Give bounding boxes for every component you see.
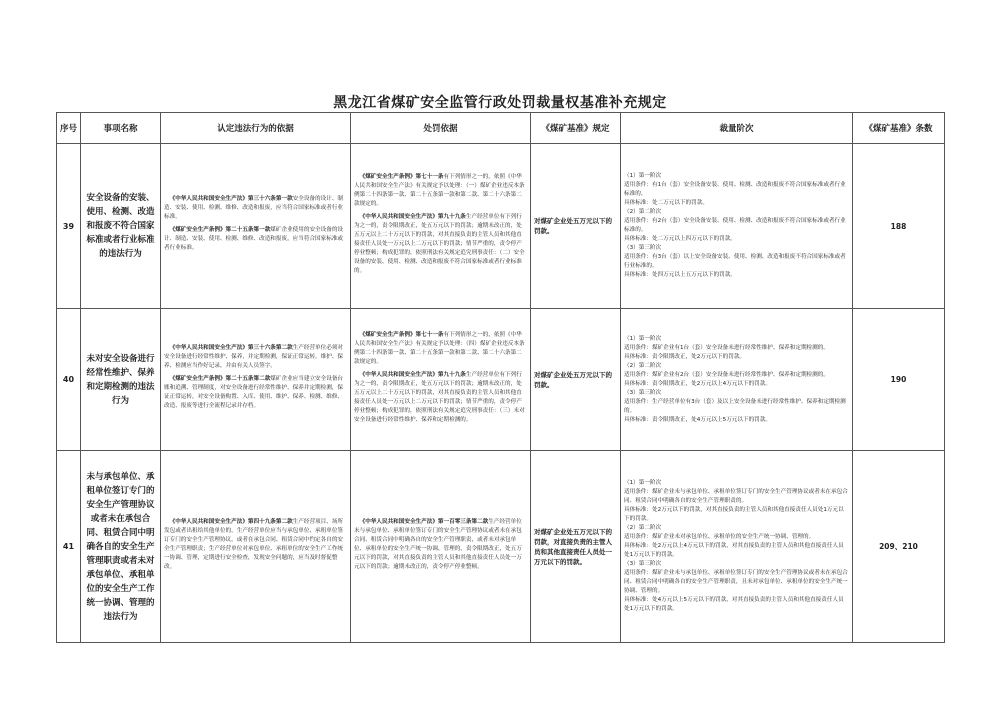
header-cell: 序号 xyxy=(57,113,81,144)
item-name: 未对安全设备进行经常性维护、保养和定期检测的违法行为 xyxy=(81,309,161,451)
level-line: 具体标准：处二万元以上四万元以下的罚款。 xyxy=(624,236,736,242)
law-citation: 《煤矿安全生产条例》第二十五条第二款 xyxy=(169,376,271,382)
discretion-levels xyxy=(621,144,853,309)
law-text: 生产经营项目、场所发包或者出租给其他单位的，生产经营单位应当与承包单位、承租单位签订专门的安全生产管理协议，或者在承包合同、租赁合同中约定各自的安全生产管理职责；生产经营单位对承包单位、承租单位的安全生产工作统一协调、管理，定期进行安全检查，发现安全问题的，应当及时督促整改。 xyxy=(164,518,344,570)
level-line: （1）第一阶次 xyxy=(624,335,662,342)
violation-basis xyxy=(161,144,351,309)
law-citation: 《中华人民共和国安全生产法》第一百零三条第二款 xyxy=(359,518,489,525)
level-line: 具体标准：处2万元以上4万元以下的罚款，对其直接负责的主管人员和其他直接责任人员处1万元以下的罚款。 xyxy=(624,543,844,558)
discretion-levels xyxy=(621,451,853,643)
row-number: 41 xyxy=(57,451,81,643)
level-line: 具体标准：责令限期改正，处2万元以下的罚款。 xyxy=(624,353,746,360)
standard-rule: 对煤矿企业处五万元以下的罚款，对直接负责的主管人员和其他直接责任人员处一万元以下的罚款。 xyxy=(531,451,621,643)
level-line: 具体标准：处4万元以上5万元以下的罚款，对其直接负责的主管人员和其他直接责任人员处1万元以下的罚款。 xyxy=(624,597,844,612)
header-cell: 事项名称 xyxy=(81,113,161,144)
article-count: 209、210 xyxy=(853,451,945,643)
law-citation: 《中华人民共和国安全生产法》第三十六条第二款 xyxy=(169,345,293,351)
law-citation: 《中华人民共和国安全生产法》第九十九条 xyxy=(359,213,466,220)
level-line: 适用条件：煤矿企业未对承包单位、承租单位的安全生产统一协调、管理的。 xyxy=(624,534,815,540)
level-line: 具体标准：处二万元以下的罚款。 xyxy=(624,200,708,206)
level-line: （1）第一阶次 xyxy=(624,173,662,179)
level-line: 适用条件：煤矿企业有2台（套）安全设备未进行经常性维护、保养和定期检测的。 xyxy=(624,371,829,378)
level-line: （2）第二阶次 xyxy=(624,362,662,369)
article-count: 188 xyxy=(853,144,945,309)
law-text: 生产经营单位未与承包单位、承租单位签订专门的安全生产管理协议或者未在承包合同、租赁合同中明确各自的安全生产管理职责，或者未对承包单位、承租单位的安全生产统一协调、管理的，责令限期改正，处五万元以下的罚款，对其直接负责的主管人员和其他直接责任人员处一万元以下的罚款；逾期未改正的，责令停产停业整顿。 xyxy=(354,518,522,570)
article-count: 190 xyxy=(853,309,945,451)
law-text: 有下列情形之一的，依照《中华人民共和国安全生产法》有关规定予以处理：（一）煤矿企业违反本条例第二十四条第一款、第二十五条第一款和第二款、第二十六条第二款规定的。 xyxy=(354,173,525,207)
level-line: 适用条件：生产经营单位有3台（套）及以上安全设备未进行经常性维护、保养和定期检测的。 xyxy=(624,398,846,414)
level-line: （2）第二阶次 xyxy=(624,209,662,215)
row-number: 39 xyxy=(57,144,81,309)
level-line: 具体标准：责令限期改正，处4万元以上5万元以下的罚款。 xyxy=(624,416,771,423)
header-cell: 认定违法行为的依据 xyxy=(161,113,351,144)
page-title: 黑龙江省煤矿安全监管行政处罚裁量权基准补充规定 xyxy=(333,95,667,111)
law-citation: 《煤矿安全生产条例》第二十五条第一款 xyxy=(169,227,271,233)
law-text: 安全设备的设计、制造、安装、使用、检测、维修、改造和报废，应当符合国家标准或者行业标准。 xyxy=(164,196,344,220)
level-line: 适用条件：煤矿企业未与承包单位、承租单位签订专门的安全生产管理协议或者未在承包合同、租赁合同中明确各自的安全生产管理职责，且未对承包单位、承租单位的安全生产统一协调、管理的。 xyxy=(624,570,848,594)
law-citation: 《中华人民共和国安全生产法》第三十六条第一款 xyxy=(169,196,293,202)
regulation-table xyxy=(56,112,945,643)
standard-rule: 对煤矿企业处五万元以下的罚款。 xyxy=(531,144,621,309)
table-row xyxy=(57,451,945,643)
level-line: （3）第三阶次 xyxy=(624,389,662,396)
law-text: 煤矿企业应当建立安全设备台账和追溯、管理制度，对安全设备进行经常性维护、保养并定期检测，保证正常运转，对安全设备购置、入库、使用、维护、保养、检测、维修、改造、报废等进行全流程记录并存档。 xyxy=(164,376,344,409)
level-line: 适用条件：有1台（套）安全设备安装、使用、检测、改造和报废不符合国家标准或者行业标准的。 xyxy=(624,182,846,197)
item-name: 安全设备的安装、使用、检测、改造和报废不符合国家标准或者行业标准的违法行为 xyxy=(81,144,161,309)
item-name: 未与承包单位、承租单位签订专门的安全生产管理协议或者未在承包合同、租赁合同中明确各自的安全生产管理职责或者未对承包单位、承租单位的安全生产工作统一协调、管理的违法行为 xyxy=(81,451,161,643)
law-text: 生产经营单位有下列行为之一的，责令限期改正，处五万元以下的罚款；逾期未改正的，处五万元以上二十万元以下的罚款，对其直接负责的主管人员和其他直接责任人员处一万元以上二万元以下的罚款；情节严重的，责令停产停业整顿；构成犯罪的，依照刑法有关规定追究刑事责任：（二）安全设备的安装、使用、检测、改造和报废不符合国家标准或者行业标准的。 xyxy=(354,213,525,274)
penalty-basis xyxy=(351,451,531,643)
header-cell: 《煤矿基准》规定 xyxy=(531,113,621,144)
level-line: 适用条件：煤矿企业未与承包单位、承租单位签订专门的安全生产管理协议或者未在承包合同、租赁合同中明确各自的安全生产管理职责的。 xyxy=(624,489,848,504)
standard-rule: 对煤矿企业处五万元以下的罚款。 xyxy=(531,309,621,451)
law-text: 煤矿企业使用的安全设备的设计、制造、安装、使用、检测、维修、改造和报废，应当符合国家标准或者行业标准。 xyxy=(164,227,344,251)
violation-basis xyxy=(161,451,351,643)
law-citation: 《中华人民共和国安全生产法》第九十九条 xyxy=(359,371,466,378)
level-line: 具体标准：责令限期改正，处2万元以上4万元以下的罚款。 xyxy=(624,380,771,387)
penalty-basis xyxy=(351,144,531,309)
table-row xyxy=(57,144,945,309)
law-text: 生产经营单位有下列行为之一的，责令限期改正，处五万元以下的罚款；逾期未改正的，处五万元以上二十万元以下的罚款，对其直接负责的主管人员和其他直接责任人员处一万元以上二万元以下的罚款；情节严重的，责令停产停业整顿；构成犯罪的，依照刑法有关规定追究刑事责任：（三）未对安全设备进行经常性维护、保养和定期检测的。 xyxy=(354,371,525,423)
level-line: （1）第一阶次 xyxy=(624,480,662,486)
law-text: 有下列情形之一的，依照《中华人民共和国安全生产法》有关规定予以处理：（四）煤矿企业违反本条例第二十四条第一款、第二十五条第一款和第二款、第二十六条第二款规定的。 xyxy=(354,331,525,365)
header-cell: 《煤矿基准》条数 xyxy=(853,113,945,144)
level-line: 适用条件：有2台（套）安全设备安装、使用、检测、改造和报废不符合国家标准或者行业标准的。 xyxy=(624,218,846,233)
law-citation: 《煤矿安全生产条例》第七十一条 xyxy=(359,331,444,338)
level-line: 具体标准：处2万元以下的罚款，对其直接负责的主管人员和其他直接责任人员处1万元以下的罚款。 xyxy=(624,507,844,522)
level-line: 具体标准：处四万元以上五万元以下的罚款。 xyxy=(624,272,736,278)
table-header-row xyxy=(57,113,945,144)
discretion-levels xyxy=(621,309,853,451)
level-line: （3）第三阶次 xyxy=(624,245,662,251)
level-line: 适用条件：有3台（套）以上安全设备安装、使用、检测、改造和报废不符合国家标准或者行业标准的。 xyxy=(624,254,846,269)
law-citation: 《中华人民共和国安全生产法》第四十九条第二款 xyxy=(169,518,293,525)
level-line: （3）第三阶次 xyxy=(624,561,662,567)
level-line: 适用条件：煤矿企业有1台（套）安全设备未进行经常性维护、保养和定期检测的。 xyxy=(624,344,829,351)
header-cell: 处罚依据 xyxy=(351,113,531,144)
header-cell: 裁量阶次 xyxy=(621,113,853,144)
law-text: 生产经营单位必须对安全设备进行经常性维护、保养，并定期检测，保证正常运转。维护、保养、检测应当作好记录，并由有关人员签字。 xyxy=(164,345,344,369)
row-number: 40 xyxy=(57,309,81,451)
table-row xyxy=(57,309,945,451)
violation-basis xyxy=(161,309,351,451)
law-citation: 《煤矿安全生产条例》第七十一条 xyxy=(359,173,444,180)
level-line: （2）第二阶次 xyxy=(624,525,662,531)
penalty-basis xyxy=(351,309,531,451)
